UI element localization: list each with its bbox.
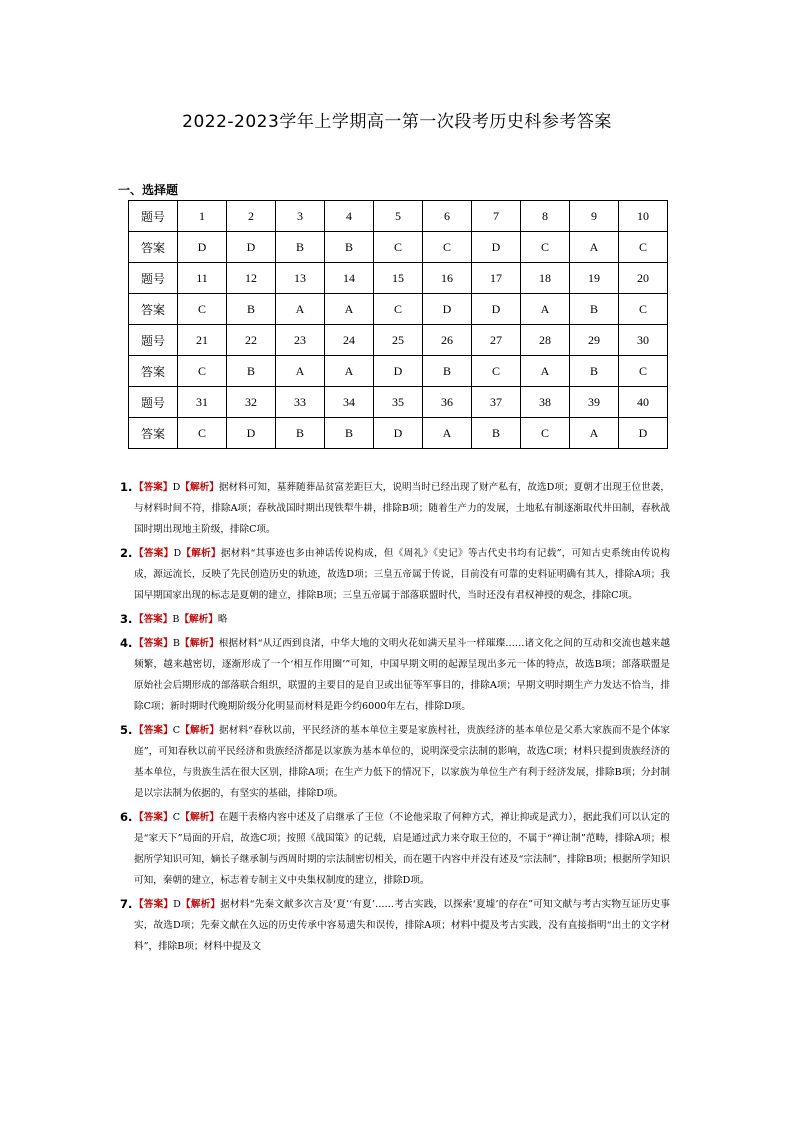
row-header-cell: 答案: [129, 294, 178, 325]
item-answer: B: [172, 638, 180, 649]
table-cell: A: [521, 294, 570, 325]
table-cell: 14: [325, 263, 374, 294]
table-cell: D: [472, 294, 521, 325]
answer-tag: 【答案】: [134, 482, 173, 493]
table-cell: C: [472, 356, 521, 387]
table-cell: 7: [472, 201, 521, 232]
table-cell: D: [227, 232, 276, 263]
item-text: [134, 807, 670, 891]
table-row: [129, 418, 668, 449]
answer-tag: 【答案】: [134, 812, 173, 823]
table-cell: B: [570, 356, 619, 387]
answer-tag: 【答案】: [134, 899, 174, 910]
analysis-tag: 【解析】: [180, 899, 221, 910]
list-item: [120, 609, 670, 630]
table-row: [129, 201, 668, 232]
table-cell: 26: [423, 325, 472, 356]
answer-tag: 【答案】: [134, 614, 173, 625]
item-answer: D: [173, 548, 182, 559]
table-cell: 19: [570, 263, 619, 294]
table-cell: 1: [178, 201, 227, 232]
table-cell: 17: [472, 263, 521, 294]
table-cell: 16: [423, 263, 472, 294]
table-cell: 15: [374, 263, 423, 294]
table-cell: 28: [521, 325, 570, 356]
table-cell: 32: [227, 387, 276, 418]
analysis-tag: 【解析】: [179, 614, 218, 625]
table-cell: D: [423, 294, 472, 325]
item-analysis: 在题干表格内容中述及了启继承了王位（不论他采取了何种方式，禅让抑或是武力），据此我们可以认定的是“家天下”局面的开启，故选C项；按照《战国策》的记载，启是通过武力来夺取王位的，不属于“禅让制”范畴，排除A项；根据所学知识可知，嫡长子继承制与西周时期的宗法制密切相关，而在题干内容中并没有述及“宗法制”，排除B项；根据所学知识可知，秦朝的建立，标志着专制主义中央集权制度的建立，排除D项。: [134, 812, 671, 886]
table-cell: 39: [570, 387, 619, 418]
row-header-cell: 题号: [129, 263, 178, 294]
table-cell: C: [374, 294, 423, 325]
table-cell: 36: [423, 387, 472, 418]
table-cell: D: [472, 232, 521, 263]
analysis-tag: 【解析】: [180, 812, 220, 823]
table-cell: 3: [276, 201, 325, 232]
row-header-cell: 答案: [129, 232, 178, 263]
table-row: [129, 294, 668, 325]
item-analysis: 略: [217, 614, 228, 625]
table-cell: 33: [276, 387, 325, 418]
table-cell: B: [276, 418, 325, 449]
table-cell: B: [276, 232, 325, 263]
row-header-cell: 题号: [129, 387, 178, 418]
table-cell: 4: [325, 201, 374, 232]
list-item: [120, 894, 670, 957]
item-text: [134, 894, 670, 957]
table-cell: D: [227, 418, 276, 449]
answer-tag: 【答案】: [134, 638, 173, 649]
item-analysis: 根据材料“从辽西到良渚，中华大地的文明火花如满天星斗一样璀璨……诸文化之间的互动和交流也越来越频繁，越来越密切，逐渐形成了一个‘相互作用圈’”可知，中国早期文明的起源呈现出多元一体的特点，故选B项；部落联盟是原始社会后期形成的部落联合组织，联盟的主要目的是自卫或出征等军事目的，排除A项；早期文明时期生产力发达不恰当，排除C项；新时期时代晚期阶级分化明显而材料是距今约6000年左右，排除D项。: [134, 638, 671, 712]
table-cell: 5: [374, 201, 423, 232]
item-text: [134, 543, 670, 606]
table-cell: 37: [472, 387, 521, 418]
table-cell: D: [374, 356, 423, 387]
table-cell: A: [570, 418, 619, 449]
item-answer: C: [172, 725, 181, 736]
table-cell: A: [325, 294, 374, 325]
item-number: 1.: [120, 480, 133, 494]
table-cell: 24: [325, 325, 374, 356]
table-row: [129, 263, 668, 294]
table-cell: B: [325, 232, 374, 263]
table-cell: 29: [570, 325, 619, 356]
item-number: 6.: [120, 810, 133, 824]
analysis-tag: 【解析】: [181, 548, 221, 559]
table-cell: 10: [619, 201, 668, 232]
list-item: [120, 477, 670, 540]
answer-tag: 【答案】: [134, 725, 173, 736]
answer-tag: 【答案】: [134, 548, 174, 559]
table-cell: C: [423, 232, 472, 263]
item-text: [134, 633, 670, 717]
item-analysis: 据材料可知，墓葬随葬品贫富差距巨大，说明当时已经出现了财产私有，故选D项；夏朝才出现王位世袭，与材料时间不符，排除A项；春秋战国时期出现铁犁牛耕，排除B项；随着生产力的发展，土地私有制逐渐取代井田制，春秋战国时期出现地主阶级，排除C项。: [134, 482, 670, 535]
list-item: [120, 807, 670, 891]
table-cell: 11: [178, 263, 227, 294]
table-cell: B: [227, 356, 276, 387]
table-cell: 2: [227, 201, 276, 232]
table-cell: D: [374, 418, 423, 449]
table-cell: A: [570, 232, 619, 263]
table-cell: C: [521, 232, 570, 263]
table-cell: B: [227, 294, 276, 325]
list-item: [120, 633, 670, 717]
item-number: 4.: [120, 636, 133, 650]
table-cell: 25: [374, 325, 423, 356]
table-cell: 40: [619, 387, 668, 418]
page-title: 2022-2023学年上学期高一第一次段考历史科参考答案: [182, 112, 612, 132]
table-cell: 31: [178, 387, 227, 418]
table-cell: C: [619, 232, 668, 263]
item-number: 2.: [120, 546, 133, 560]
table-cell: 18: [521, 263, 570, 294]
explanation-list: [120, 477, 670, 960]
table-cell: B: [472, 418, 521, 449]
table-cell: 27: [472, 325, 521, 356]
table-cell: C: [374, 232, 423, 263]
table-cell: 23: [276, 325, 325, 356]
table-cell: C: [521, 418, 570, 449]
table-cell: C: [178, 418, 227, 449]
table-cell: B: [423, 356, 472, 387]
table-cell: 22: [227, 325, 276, 356]
row-header-cell: 答案: [129, 418, 178, 449]
item-text: [134, 609, 670, 630]
table-cell: A: [325, 356, 374, 387]
table-cell: C: [619, 294, 668, 325]
table-cell: 34: [325, 387, 374, 418]
analysis-tag: 【解析】: [180, 725, 220, 736]
list-item: [120, 720, 670, 804]
table-cell: A: [276, 294, 325, 325]
table-cell: 20: [619, 263, 668, 294]
table-row: [129, 387, 668, 418]
item-number: 5.: [120, 723, 133, 737]
list-item: [120, 543, 670, 606]
table-cell: A: [423, 418, 472, 449]
table-cell: 30: [619, 325, 668, 356]
row-header-cell: 答案: [129, 356, 178, 387]
table-cell: 8: [521, 201, 570, 232]
table-cell: D: [619, 418, 668, 449]
item-answer: D: [172, 482, 181, 493]
row-header-cell: 题号: [129, 201, 178, 232]
table-cell: 12: [227, 263, 276, 294]
table-cell: B: [570, 294, 619, 325]
table-row: [129, 325, 668, 356]
table-cell: A: [276, 356, 325, 387]
table-cell: A: [521, 356, 570, 387]
table-cell: 21: [178, 325, 227, 356]
table-cell: 9: [570, 201, 619, 232]
analysis-tag: 【解析】: [180, 482, 219, 493]
table-cell: C: [178, 294, 227, 325]
item-answer: B: [172, 614, 180, 625]
item-answer: C: [172, 812, 181, 823]
section-heading: 一、选择题: [118, 183, 179, 197]
row-header-cell: 题号: [129, 325, 178, 356]
item-number: 7.: [120, 897, 133, 911]
item-text: [134, 477, 670, 540]
table-cell: B: [325, 418, 374, 449]
table-row: [129, 232, 668, 263]
table-cell: 38: [521, 387, 570, 418]
analysis-tag: 【解析】: [179, 638, 219, 649]
item-text: [134, 720, 670, 804]
table-cell: C: [619, 356, 668, 387]
item-number: 3.: [120, 612, 133, 626]
table-cell: D: [178, 232, 227, 263]
item-answer: D: [173, 899, 181, 910]
item-analysis: 据材料“先秦文献多次言及‘夏’‘有夏’……考古实践，以探索‘夏墟’的存在”可知文献与考古实物互证历史事实，故选D项；先秦文献在久远的历史传承中容易遗失和误传，排除A项；材料中提及考古实践，没有直接指明“出土的文字材料”，排除B项；材料中提及文: [134, 899, 671, 952]
item-analysis: 据材料“春秋以前，平民经济的基本单位主要是家族村社，贵族经济的基本单位是父系大家族而不是个体家庭”，可知春秋以前平民经济和贵族经济都是以家族为基本单位的，说明深受宗法制的影响，故选C项；材料只提到贵族经济的基本单位，与贵族生活在很大区别，排除A项；在生产力低下的情况下，以家族为单位生产有利于经济发展，排除B项；分封制是以宗法制为依据的，有坚实的基础，排除D项。: [134, 725, 671, 799]
answer-table: [128, 200, 668, 449]
item-analysis: 据材料“其事迹也多由神话传说构成，但《周礼》《史记》等古代史书均有记载”，可知古史系统由传说构成，源远流长，反映了先民创造历史的轨迹，故选D项；三皇五帝属于传说，目前没有可靠的史料证明确有其人，排除A项；我国早期国家出现的标志是夏朝的建立，排除B项；三皇五帝属于部落联盟时代，当时还没有君权神授的观念，排除C项。: [134, 548, 671, 601]
table-cell: 6: [423, 201, 472, 232]
table-cell: 35: [374, 387, 423, 418]
table-row: [129, 356, 668, 387]
table-cell: 13: [276, 263, 325, 294]
table-cell: C: [178, 356, 227, 387]
